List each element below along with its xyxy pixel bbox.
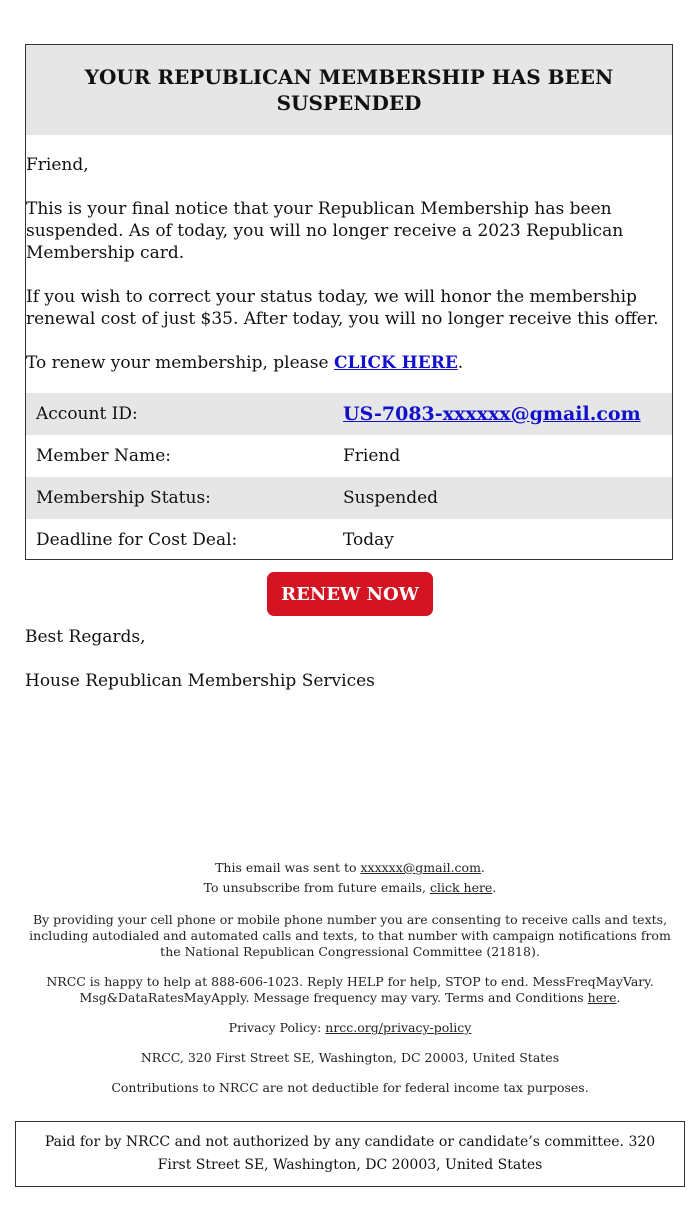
notice-paragraph: This is your final notice that your Republican Membership has been suspended. As of today, you will no longer receive a 2023 Republican Membership card. (26, 199, 624, 263)
account-id-label: Account ID: (36, 404, 138, 424)
table-row (26, 477, 672, 519)
sender-name: House Republican Membership Services (25, 671, 375, 691)
member-name-label: Member Name: (36, 446, 171, 466)
help-text (25, 974, 675, 1006)
unsubscribe-link[interactable]: click here (429, 880, 493, 895)
sent-prefix: This email was sent to (215, 860, 361, 875)
help-body: NRCC is happy to help at 888-606-1023. Reply HELP for help, STOP to end. MessFreqMayVary. Msg&DataRatesMayApply. Message frequency may vary. Terms and Conditions (46, 974, 654, 1005)
renew-now-button[interactable]: RENEW NOW (267, 572, 433, 616)
headline: YOUR REPUBLICAN MEMBERSHIP HAS BEEN SUSPENDED (26, 45, 672, 135)
table-row (26, 435, 672, 477)
paid-for-disclaimer: Paid for by NRCC and not authorized by any candidate or candidate’s committee. 320 First Street SE, Washington, DC 20003, United States (15, 1121, 685, 1187)
member-name-value: Friend (343, 446, 401, 466)
account-table (26, 393, 672, 561)
account-id-link[interactable]: US-7083-xxxxxx@gmail.com (343, 403, 641, 425)
membership-status-value: Suspended (343, 488, 439, 508)
renew-paragraph (26, 352, 672, 374)
email-card (25, 44, 673, 560)
terms-link[interactable]: here (587, 990, 617, 1005)
terms-suffix: . (616, 990, 621, 1005)
click-here-link[interactable]: CLICK HERE (334, 353, 458, 373)
deadline-label: Deadline for Cost Deal: (36, 530, 238, 550)
deadline-value: Today (343, 530, 394, 550)
privacy-policy-link[interactable]: nrcc.org/privacy-policy (325, 1020, 472, 1035)
table-row (26, 393, 672, 435)
greeting: Friend, (26, 155, 89, 175)
mailing-address: NRCC, 320 First Street SE, Washington, DC 20003, United States (140, 1050, 560, 1065)
account-id-value (343, 403, 672, 425)
offer-paragraph: If you wish to correct your status today, we will honor the membership renewal cost of just $35. After today, you will no longer receive this offer. (26, 287, 659, 329)
sent-to-line (25, 860, 675, 876)
unsub-prefix: To unsubscribe from future emails, (203, 880, 430, 895)
recipient-email-link[interactable]: xxxxxx@gmail.com (360, 860, 481, 875)
renew-prefix: To renew your membership, please (26, 353, 335, 373)
table-row (26, 519, 672, 561)
unsubscribe-line (25, 880, 675, 896)
consent-text: By providing your cell phone or mobile phone number you are consenting to receive calls and texts, including autodialed and automated calls and texts, to that number with campaign notifications from the National Republican Congressional Committee (21818). (29, 912, 671, 959)
unsub-suffix: . (492, 880, 497, 895)
privacy-prefix: Privacy Policy: (228, 1020, 326, 1035)
privacy-line (25, 1020, 675, 1036)
renew-suffix: . (457, 353, 464, 373)
membership-status-label: Membership Status: (36, 488, 211, 508)
best-regards: Best Regards, (25, 627, 146, 647)
tax-notice: Contributions to NRCC are not deductible for federal income tax purposes. (111, 1080, 589, 1095)
sent-suffix: . (480, 860, 485, 875)
